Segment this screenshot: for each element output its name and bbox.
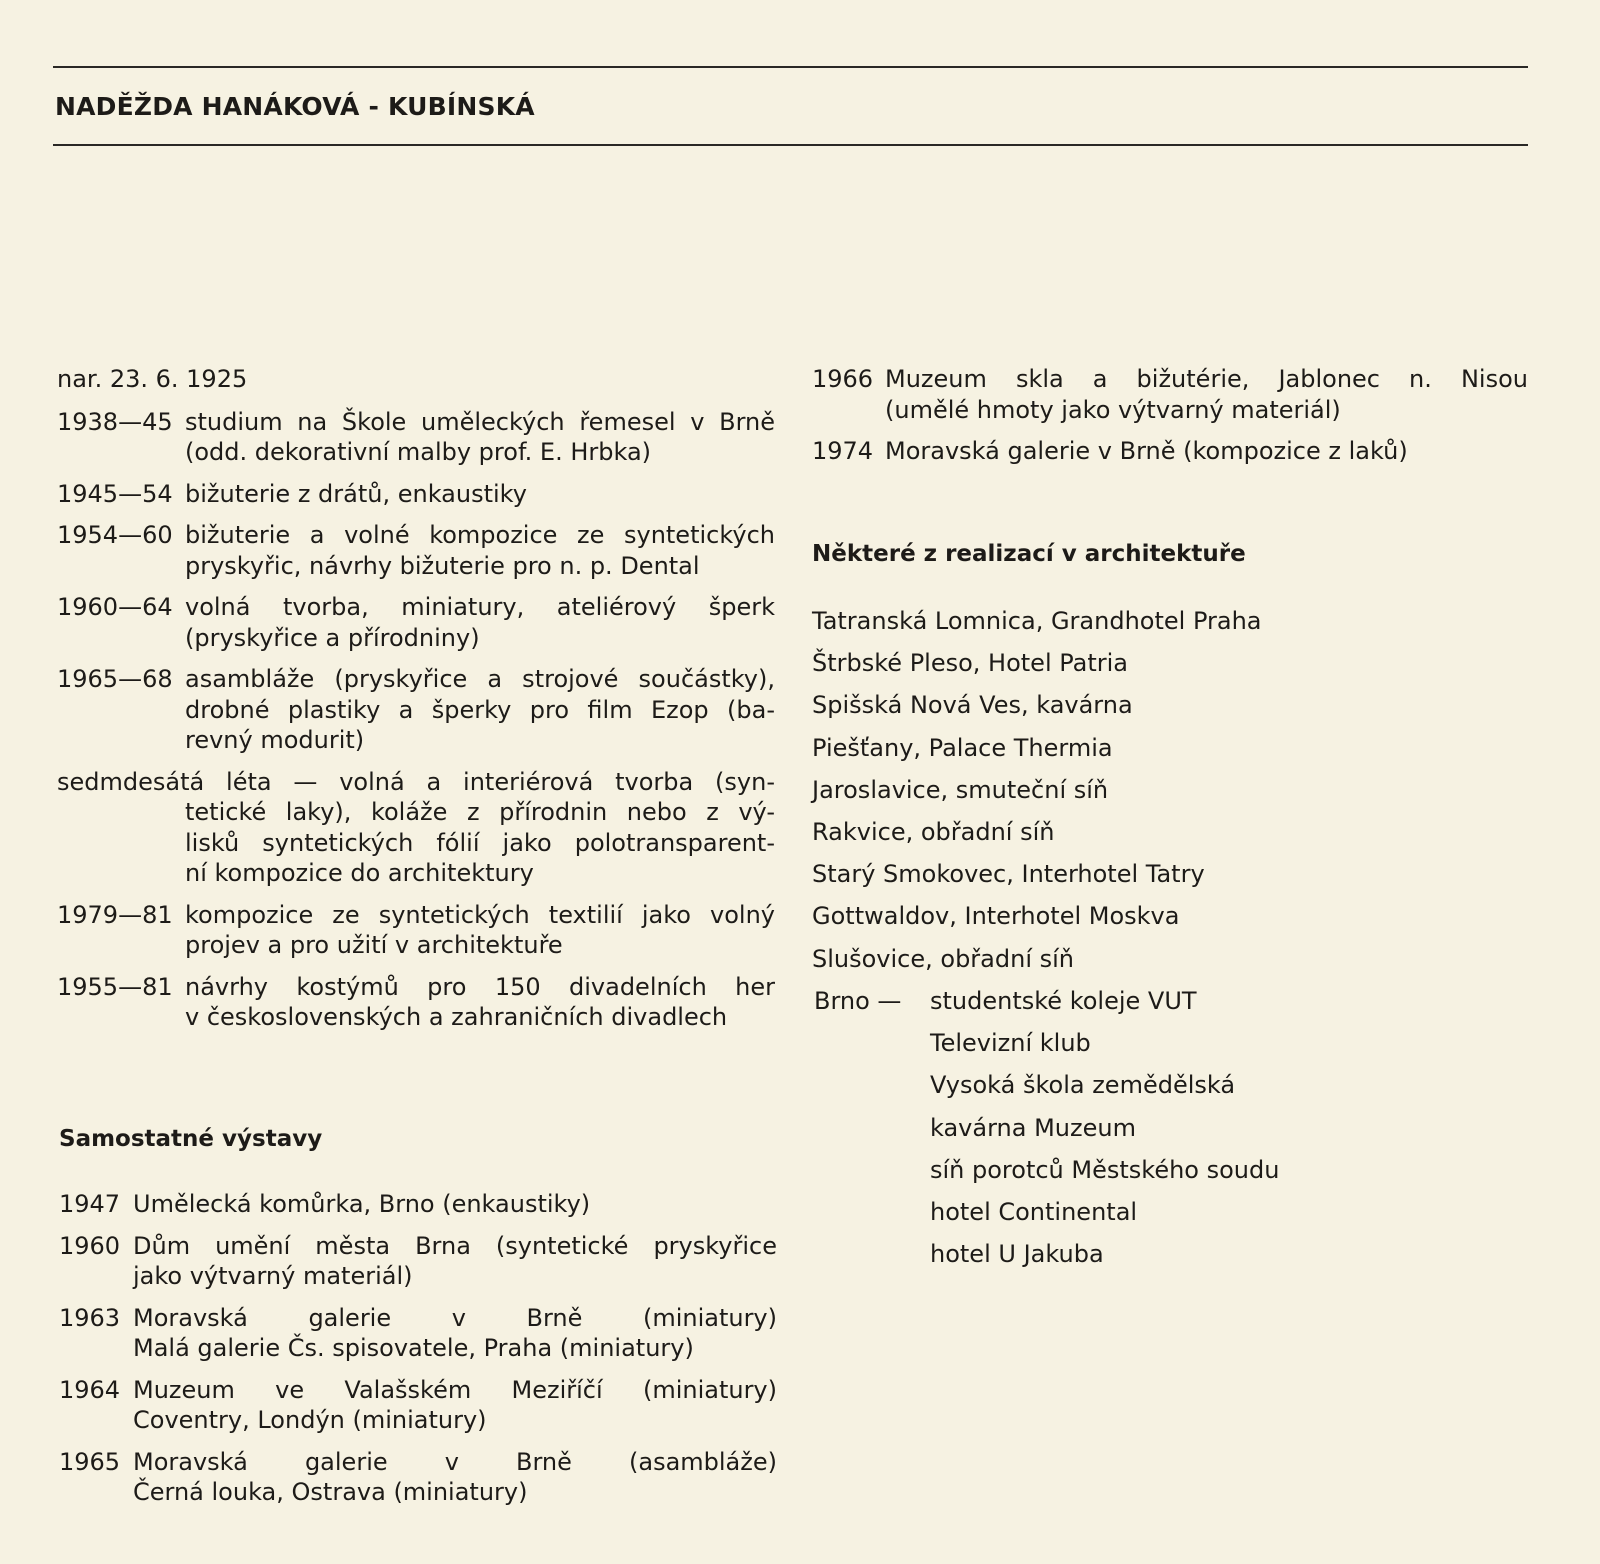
architecture-item: Gottwaldov, Interhotel Moskva	[812, 902, 1180, 931]
architecture-item: Slušovice, obřadní síň	[812, 944, 1075, 973]
entry-line: (umělé hmoty jako výtvarný materiál)	[885, 395, 1341, 424]
list-item	[59, 1447, 777, 1508]
entry-line: Moravská galerie v Brně (miniatury)	[133, 1303, 777, 1332]
entry-line: ní kompozice do architektury	[185, 859, 534, 887]
list-item	[57, 664, 775, 756]
entry-years: 1963	[59, 1303, 121, 1332]
entry-years: 1974	[812, 437, 874, 465]
list-item	[57, 900, 775, 961]
brno-item: Televizní klub	[930, 1029, 1091, 1058]
entry-years: 1954—60	[57, 521, 173, 549]
entry-text	[185, 664, 775, 756]
list-item	[57, 407, 775, 468]
entry-line: revný modurit)	[185, 726, 365, 754]
brno-item: síň porotců Městského soudu	[930, 1155, 1280, 1184]
seventies-entry	[57, 767, 775, 889]
solo-exhibitions	[59, 1189, 777, 1519]
entry-line: kompozice ze syntetických textilií jako volný	[185, 900, 775, 929]
entry-text	[185, 520, 775, 581]
entry-text	[133, 1447, 777, 1508]
left-column	[57, 364, 775, 1044]
entry-years: 1945—54	[57, 479, 173, 508]
list-item	[57, 520, 775, 581]
entry-years: 1979—81	[57, 900, 173, 929]
entry-line: návrhy kostýmů pro 150 divadelních her	[185, 972, 775, 1001]
brno-item: studentské koleje VUT	[930, 987, 1197, 1015]
brno-item: Vysoká škola zemědělská	[930, 1071, 1236, 1100]
brno-item: kavárna Muzeum	[930, 1113, 1136, 1142]
entry-line: lisků syntetických fólií jako polotransparent-	[185, 828, 775, 857]
bottom-rule	[53, 144, 1528, 146]
entry-years: 1965	[59, 1447, 121, 1476]
entry-text	[133, 1303, 777, 1364]
entry-text	[133, 1189, 777, 1220]
entry-line: (pryskyřice a přírodniny)	[185, 623, 480, 652]
solo-heading: Samostatné výstavy	[59, 1126, 323, 1152]
entry-line: Malá galerie Čs. spisovatele, Praha (miniatury)	[133, 1334, 694, 1362]
entry-text	[185, 407, 775, 468]
entry-line: Dům umění města Brna (syntetické pryskyřice	[133, 1231, 777, 1260]
entry-line: drobné plastiky a šperky pro film Ezop (ba-	[185, 695, 775, 724]
entry-line: Muzeum skla a bižutérie, Jablonec n. Nisou	[885, 365, 1528, 393]
top-rule	[53, 66, 1528, 68]
entry-line: pryskyřic, návrhy bižuterie pro n. p. Dental	[185, 551, 700, 580]
entry-line: Moravská galerie v Brně (kompozice z laků)	[885, 437, 1408, 465]
entry-line: Coventry, Londýn (miniatury)	[133, 1406, 487, 1434]
entry-text	[185, 479, 775, 510]
entry-text	[185, 592, 775, 653]
career-list	[57, 407, 775, 756]
arch-heading: Některé z realizací v architektuře	[812, 541, 1246, 567]
entry-line: volná tvorba, miniatury, ateliérový šperk	[185, 593, 775, 621]
entry-text	[185, 972, 775, 1033]
architecture-item: Jaroslavice, smuteční síň	[812, 775, 1109, 804]
architecture-item: Spišská Nová Ves, kavárna	[812, 691, 1133, 720]
entry-line: v československých a zahraničních divadlech	[185, 1003, 728, 1031]
architecture-item: Rakvice, obřadní síň	[812, 818, 1055, 847]
entry-line: tetické laky), koláže z přírodnin nebo z vý-	[185, 798, 775, 826]
brno-list	[814, 980, 1530, 1275]
entry-years: 1960—64	[57, 593, 173, 621]
page-title: NADĚŽDA HANÁKOVÁ - KUBÍNSKÁ	[55, 92, 535, 121]
entry-text	[885, 436, 1528, 467]
list-item	[57, 972, 775, 1033]
entry-line: projev a pro užití v architektuře	[185, 931, 563, 959]
list-item	[812, 364, 1528, 425]
list-item	[59, 1303, 777, 1364]
list-item	[59, 1375, 777, 1436]
entry-line: Umělecká komůrka, Brno (enkaustiky)	[133, 1190, 591, 1218]
architecture-item: Tatranská Lomnica, Grandhotel Praha	[812, 607, 1262, 635]
entry-line: Muzeum ve Valašském Meziříčí (miniatury)	[133, 1375, 777, 1404]
entry-years: 1966	[812, 365, 874, 393]
list-item	[59, 1231, 777, 1292]
entry-line: jako výtvarný materiál)	[133, 1262, 413, 1290]
birth-date: nar. 23. 6. 1925	[57, 365, 248, 393]
entry-text	[133, 1231, 777, 1292]
entry-line: asambláže (pryskyřice a strojové součástky),	[185, 665, 775, 693]
entry-text	[185, 900, 775, 961]
career-list-2	[57, 900, 775, 1033]
solo-exhibitions-continued	[812, 364, 1528, 478]
entry-years: 1960	[59, 1231, 121, 1260]
entry-line: bižuterie a volné kompozice ze syntetických	[185, 521, 775, 549]
architecture-item: Štrbské Pleso, Hotel Patria	[812, 649, 1128, 678]
list-item	[812, 436, 1528, 467]
entry-years: 1955—81	[57, 972, 173, 1001]
entry-line: Černá louka, Ostrava (miniatury)	[133, 1478, 528, 1506]
architecture-item: Piešťany, Palace Thermia	[812, 733, 1113, 762]
brno-item: hotel Continental	[930, 1198, 1138, 1227]
entry-line: studium na Škole uměleckých řemesel v Brně	[185, 407, 775, 436]
entry-years: 1964	[59, 1375, 121, 1404]
entry-line: bižuterie z drátů, enkaustiky	[185, 479, 527, 508]
list-item	[59, 1189, 777, 1220]
list-item	[57, 479, 775, 510]
entry-years: 1965—68	[57, 665, 173, 693]
entry-text	[885, 364, 1528, 425]
architecture-item: Starý Smokovec, Interhotel Tatry	[812, 860, 1205, 889]
entry-line: (odd. dekorativní malby prof. E. Hrbka)	[185, 438, 652, 466]
list-item	[57, 592, 775, 653]
architecture-list	[812, 600, 1528, 980]
entry-text	[133, 1375, 777, 1436]
entry-years: 1947	[59, 1190, 121, 1218]
brno-item: hotel U Jakuba	[930, 1240, 1104, 1269]
seventies-lead: sedmdesátá léta — volná a interiérová tvorba (syn-	[57, 767, 775, 796]
brno-label: Brno —	[814, 987, 902, 1015]
entry-line: Moravská galerie v Brně (asambláže)	[133, 1447, 777, 1476]
entry-years: 1938—45	[57, 407, 173, 436]
